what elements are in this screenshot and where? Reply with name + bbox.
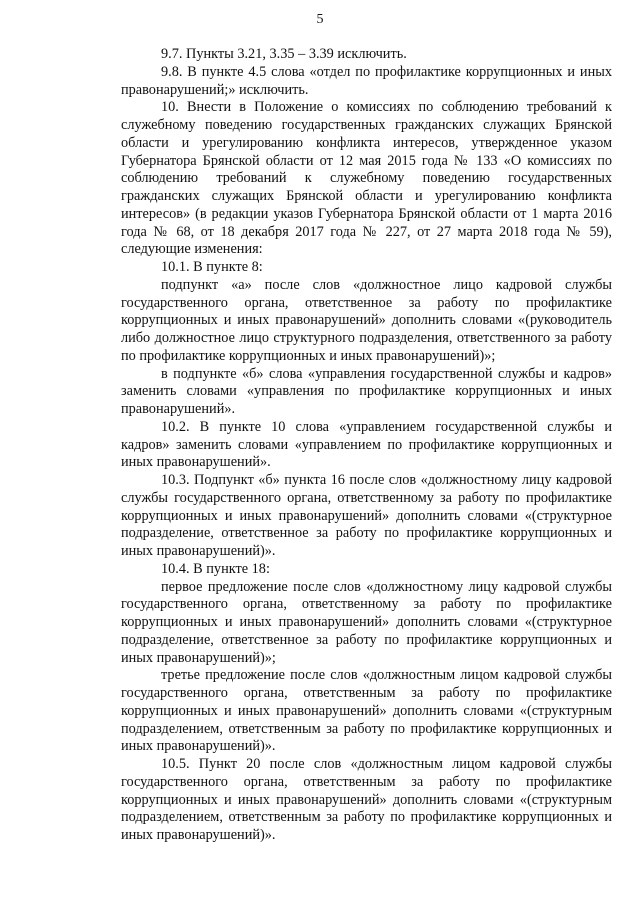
paragraph-9-7: 9.7. Пункты 3.21, 3.35 – 3.39 исключить. [161, 46, 407, 62]
paragraph-10-1-a: подпункт «а» после слов «должностное лицо кадровой службы государственного органа, ответственное за работу по профилактике коррупционных и иных правонарушений» дополнить словами «(руководитель либо должностное лицо структурного подразделения, ответственного за работу по профилактике коррупционных и иных правонарушений)»; [121, 276, 612, 364]
document-body [121, 46, 612, 845]
paragraph-10-3: 10.3. Подпункт «б» пункта 16 после слов «должностному лицу кадровой службы государственного органа, ответственному за работу по профилактике коррупционных и иных правонарушений» дополнить словами «(структурное подразделение, ответственное за работу по профилактике коррупционных и иных правонарушений)». [121, 472, 612, 559]
paragraph-9-8: 9.8. В пункте 4.5 слова «отдел по профилактике коррупционных и иных правонарушений;» исключить. [121, 63, 612, 98]
paragraph-10-4: 10.4. В пункте 18: [161, 560, 270, 577]
paragraph-10-4-third: третье предложение после слов «должностным лицом кадровой службы государственного органа, ответственным за работу по профилактике коррупционных и иных правонарушений» дополнить словами «(структурным подразделением, ответственным за работу по профилактике коррупционных и иных правонарушений)». [121, 667, 612, 755]
paragraph-10-1-b: в подпункте «б» слова «управления государственной службы и кадров» заменить словами «управления по профилактике коррупционных и иных правонарушений». [121, 365, 612, 417]
page-number: 5 [316, 12, 324, 27]
paragraph-10-4-first: первое предложение после слов «должностному лицу кадровой службы государственного органа, ответственному за работу по профилактике коррупционных и иных правонарушений» дополнить словами «(структурное подразделение, ответственное за работу по профилактике коррупционных и иных правонарушений)»; [121, 578, 612, 666]
paragraph-10-5: 10.5. Пункт 20 после слов «должностным лицом кадровой службы государственного органа, ответственным за работу по профилактике коррупционных и иных правонарушений» дополнить словами «(структурным подразделением, ответственным за работу по профилактике коррупционных и иных правонарушений)». [121, 756, 612, 843]
paragraph-10-2: 10.2. В пункте 10 слова «управлением государственной службы и кадров» заменить словами «управлением по профилактике коррупционных и иных правонарушений». [121, 418, 612, 471]
paragraph-10-1: 10.1. В пункте 8: [161, 259, 263, 275]
paragraph-10: 10. Внести в Положение о комиссиях по соблюдению требований к служебному поведению государственных гражданских служащих Брянской области и урегулированию конфликта интересов, утвержденное указом Губернатора Брянской области от 12 мая 2015 года № 133 «О комиссиях по соблюдению требований к служебному поведению государственных гражданских служащих Брянской области и урегулированию конфликта интересов» (в редакции указов Губернатора Брянской области от 1 марта 2016 года № 68, от 18 декабря 2017 года № 227, от 27 марта 2018 года № 59), следующие изменения: [121, 99, 612, 258]
